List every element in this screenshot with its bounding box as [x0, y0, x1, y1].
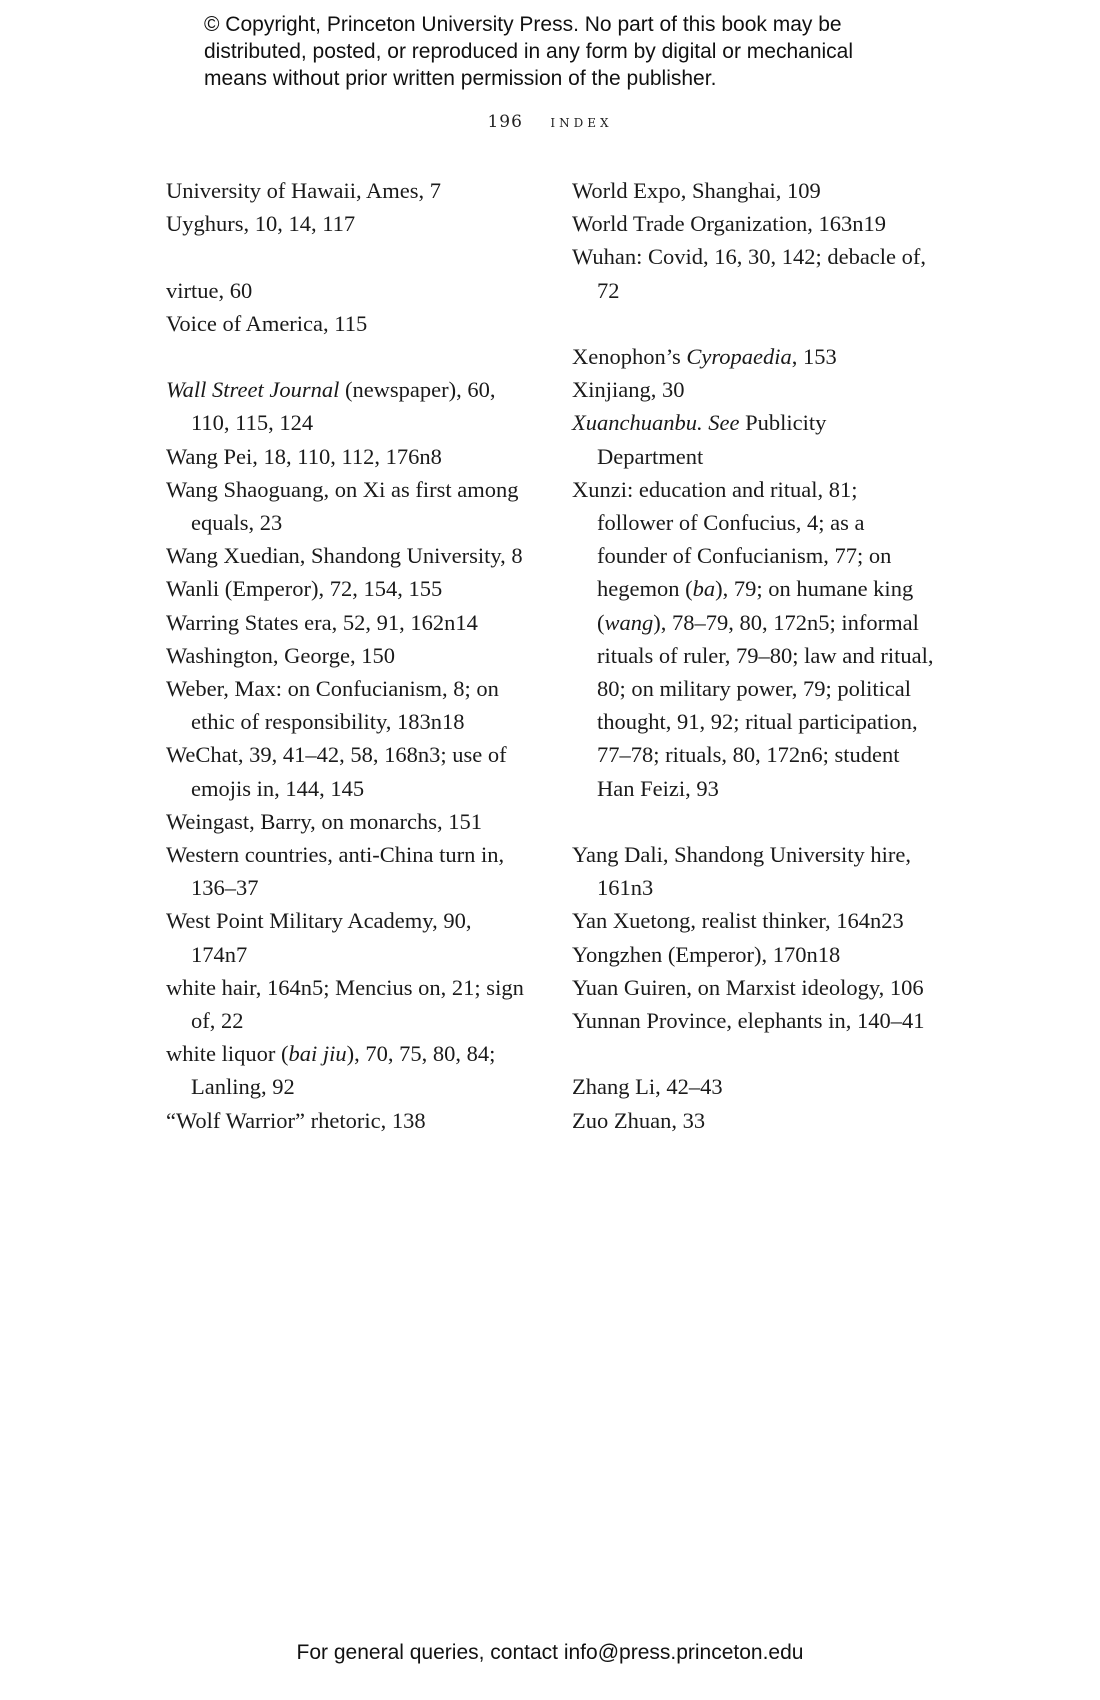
index-entry: University of Hawaii, Ames, 7	[166, 178, 441, 203]
index-entry: virtue, 60	[166, 277, 253, 303]
index-entry: Yan Xuetong, realist thinker, 164n23	[572, 908, 904, 934]
index-entry: Uyghurs, 10, 14, 117	[166, 211, 356, 237]
index-entry: white hair, 164n5; Mencius on, 21; sign of, 22	[166, 974, 524, 1034]
index-entry: Weber, Max: on Confucianism, 8; on ethic of responsibility, 183n18	[166, 676, 499, 735]
index-entry: Weingast, Barry, on monarchs, 151	[166, 808, 483, 834]
page-number: 196	[487, 112, 523, 132]
index-entry: Yongzhen (Emperor), 170n18	[572, 941, 841, 967]
index-entry: Xenophon’s Cyropaedia, 153	[572, 344, 837, 369]
letter-group-gap	[572, 307, 938, 340]
index-entry: Zuo Zhuan, 33	[572, 1107, 706, 1133]
index-entry: WeChat, 39, 41–42, 58, 168n3; use of emojis in, 144, 145	[166, 742, 507, 801]
letter-group-gap	[572, 1037, 938, 1070]
index-entry: World Trade Organization, 163n19	[572, 211, 886, 237]
index-entry: Warring States era, 52, 91, 162n14	[166, 609, 478, 635]
index-entry: Wanli (Emperor), 72, 154, 155	[166, 576, 443, 602]
index-entry: Wang Pei, 18, 110, 112, 176n8	[166, 443, 442, 469]
letter-group-gap	[166, 240, 532, 273]
index-entry: West Point Military Academy, 90, 174n7	[166, 908, 472, 967]
index-entry: Wang Shaoguang, on Xi as first among equals, 23	[166, 476, 519, 535]
section-title: index	[550, 112, 613, 132]
index-entry: Xuanchuanbu. See Publicity Department	[572, 410, 827, 469]
index-entry: Xinjiang, 30	[572, 377, 685, 403]
index-entry: Voice of America, 115	[166, 310, 368, 336]
letter-group-gap	[572, 805, 938, 838]
footer-contact: For general queries, contact info@press.princeton.edu	[296, 1641, 804, 1664]
copyright-notice: © Copyright, Princeton University Press. No part of this book may be distributed, posted, or reproduced in any form by digital or mechanical means without prior written permission of the publisher.	[204, 13, 854, 90]
index-entry: Yunnan Province, elephants in, 140–41	[572, 1008, 925, 1034]
index-entry: Washington, George, 150	[166, 642, 395, 668]
letter-group-gap	[166, 340, 532, 373]
index-entry: Wang Xuedian, Shandong University, 8	[166, 543, 523, 569]
index-entry: Western countries, anti-China turn in, 136–37	[166, 842, 505, 901]
index-column-left	[166, 174, 532, 1137]
index-entry: World Expo, Shanghai, 109	[572, 178, 821, 203]
index-entry: Yang Dali, Shandong University hire, 161n3	[572, 842, 911, 901]
index-entry: Wall Street Journal (newspaper), 60, 110, 115, 124	[166, 377, 496, 436]
index-column-right	[572, 174, 938, 1137]
index-entry: Xunzi: education and ritual, 81; follower of Confucius, 4; as a founder of Confucianism, 77; on hegemon (ba), 79; on humane king (wang), 78–79, 80, 172n5; informal rituals of ruler, 79–80; law and ritual, 80; on military power, 79; political thought, 91, 92; ritual participation, 77–78; rituals, 80, 172n6; student Han Feizi, 93	[572, 476, 934, 801]
index-entry: white liquor (bai jiu), 70, 75, 80, 84; Lanling, 92	[166, 1041, 496, 1100]
index-entry: Zhang Li, 42–43	[572, 1074, 723, 1100]
index-entry: Wuhan: Covid, 16, 30, 142; debacle of, 72	[572, 244, 927, 303]
index-entry: “Wolf Warrior” rhetoric, 138	[166, 1107, 426, 1133]
index-entry: Yuan Guiren, on Marxist ideology, 106	[572, 974, 924, 1000]
running-head	[0, 112, 1100, 132]
